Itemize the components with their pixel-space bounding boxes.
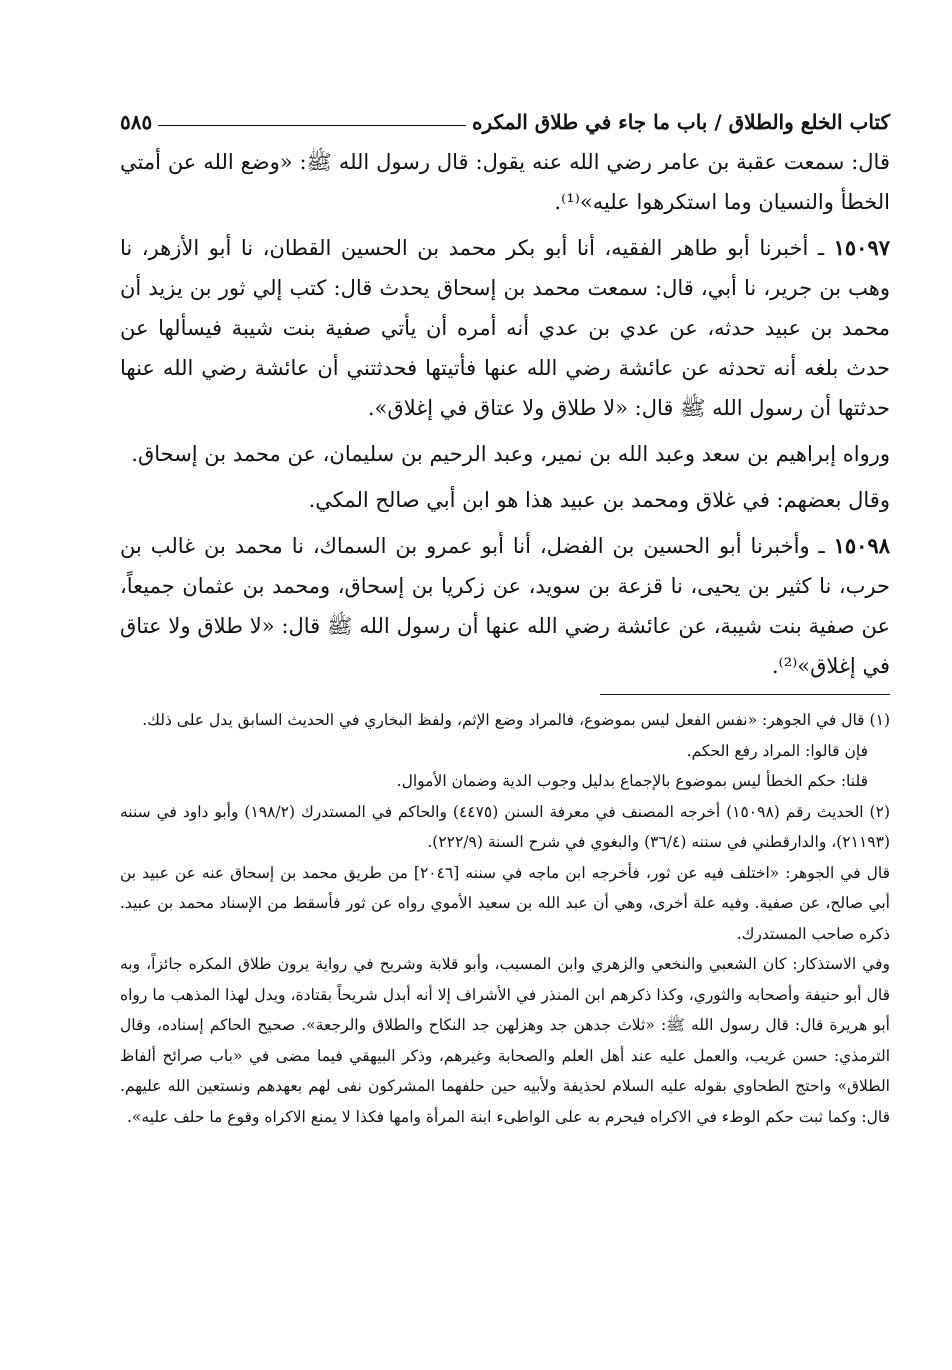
hadith-number: ١٥٠٩٨ <box>833 533 890 558</box>
footnote-separator <box>600 694 890 695</box>
hadith-number: ١٥٠٩٧ <box>833 235 890 260</box>
footnotes <box>120 705 890 1132</box>
running-header <box>120 90 890 134</box>
hadith-15097 <box>120 228 890 428</box>
footnote-2-line: وفي الاستذكار: كان الشعبي والنخعي والزهري وابن المسيب، وأبو قلابة وشريح في رواية يرون طلاق المكره جائزاً، وبه قال أبو حنيفة وأصحابه والثوري، وكذا ذكرهم ابن المنذر في الأشراف إلا أنه أبدل شريحاً بقتادة، ويدل لهذا المذهب ما رواه أبو هريرة قال: قال رسول الله ﷺ: «ثلاث جدهن جد وهزلهن جد النكاح والطلاق والرجعة». صحيح الحاكم إسناده، وقال الترمذي: حسن غريب، والعمل عليه عند أهل العلم والصحابة وغيرهم، وذكر البيهقي فيما مضى في «باب صرائح ألفاظ الطلاق» واحتج الطحاوي بقوله عليه السلام لحذيفة ولأبيه حين حلفهما المشركون نفى لهم بعهدهم ونستعين الله عليهم. قال: وكما ثبت حكم الوطء في الاكراه فيحرم به على الواطىء ابنة المرأة وامها فكذا لا يمنع الاكراه وقوع ما حلف عليه». <box>120 955 890 1126</box>
header-title: كتاب الخلع والطلاق / باب ما جاء في طلاق المكره <box>472 110 890 134</box>
footnote-label: (٢) <box>869 802 890 821</box>
hadith-text: ـ وأخبرنا أبو الحسين بن الفضل، أنا أبو عمرو بن السماك، نا محمد بن غالب بن حرب، نا كثير بن يحيى، نا قزعة بن سويد، عن زكريا بن إسحاق، ومحمد بن عثمان جميعاً، عن صفية بنت شيبة، عن عائشة رضي الله عنها أن رسول الله ﷺ قال: «لا طلاق ولا عتاق في إغلاق»⁽²⁾. <box>120 534 890 678</box>
paragraph-2: ورواه إبراهيم بن سعد وعبد الله بن نمير، وعبد الرحيم بن سليمان، عن محمد بن إسحاق. <box>131 442 890 466</box>
footnote-text: الحديث رقم (١٥٠٩٨) أخرجه المصنف في معرفة السنن (٤٤٧٥) والحاكم في المستدرك (١٩٨/٢) وأبو داود في سننه (٢١١٩٣)، والدارقطني في سننه (٣٦/٤) والبغوي في شرح السنة (٢٢٢/٩). <box>120 802 890 851</box>
footnote-label: (١) <box>869 711 890 729</box>
footnote-text: قال في الجوهر: «نفس الفعل ليس بموضوع، فالمراد وضع الإثم، ولفظ البخاري في الحديث السابق يدل على ذلك. <box>142 711 865 729</box>
footnote-1-line: فإن قالوا: المراد رفع الحكم. <box>686 741 868 760</box>
main-text <box>120 142 890 686</box>
header-rule <box>158 125 466 126</box>
footnote-2 <box>120 797 890 858</box>
page-number: ٥٨٥ <box>120 110 153 134</box>
footnote-1-line: قلنا: حكم الخطأ ليس بموضوع بالإجماع بدليل وجوب الدية وضمان الأموال. <box>396 772 868 790</box>
book-page <box>120 90 890 1132</box>
hadith-text: ـ أخبرنا أبو طاهر الفقيه، أنا أبو بكر محمد بن الحسين القطان، نا أبو الأزهر، نا وهب بن جرير، نا أبي، قال: سمعت محمد بن إسحاق يحدث قال: كتب إلي ثور بن يزيد أن محمد بن عبيد حدثه، عن عدي بن عدي أنه أمره أن يأتي صفية بنت شيبة فيسألها عن حدث بلغه أنه تحدثه عن عائشة رضي الله عنها فأتيتها فحدثتني أن عائشة رضي الله عنها حدثتها أن رسول الله ﷺ قال: «لا طلاق ولا عتاق في إغلاق». <box>120 236 890 420</box>
paragraph-3: وقال بعضهم: في غلاق ومحمد بن عبيد هذا هو ابن أبي صالح المكي. <box>308 488 890 512</box>
footnote-1 <box>120 705 890 736</box>
paragraph-1: قال: سمعت عقبة بن عامر رضي الله عنه يقول: قال رسول الله ﷺ: «وضع الله عن أمتي الخطأ والنسيان وما استكرهوا عليه»⁽¹⁾. <box>120 150 890 214</box>
footnote-2-line: قال في الجوهر: «اختلف فيه عن ثور، فأخرجه ابن ماجه في سننه [٢٠٤٦] من طريق محمد بن إسحاق عنه عن عبيد بن أبي صالح، عن صفية. وفيه علة أخرى، وهي أن عبد الله بن سعيد الأموي رواه عن ثور فأسقط من الإسناد محمد بن عبيد. ذكره صاحب المستدرك. <box>120 863 890 943</box>
hadith-15098 <box>120 526 890 686</box>
